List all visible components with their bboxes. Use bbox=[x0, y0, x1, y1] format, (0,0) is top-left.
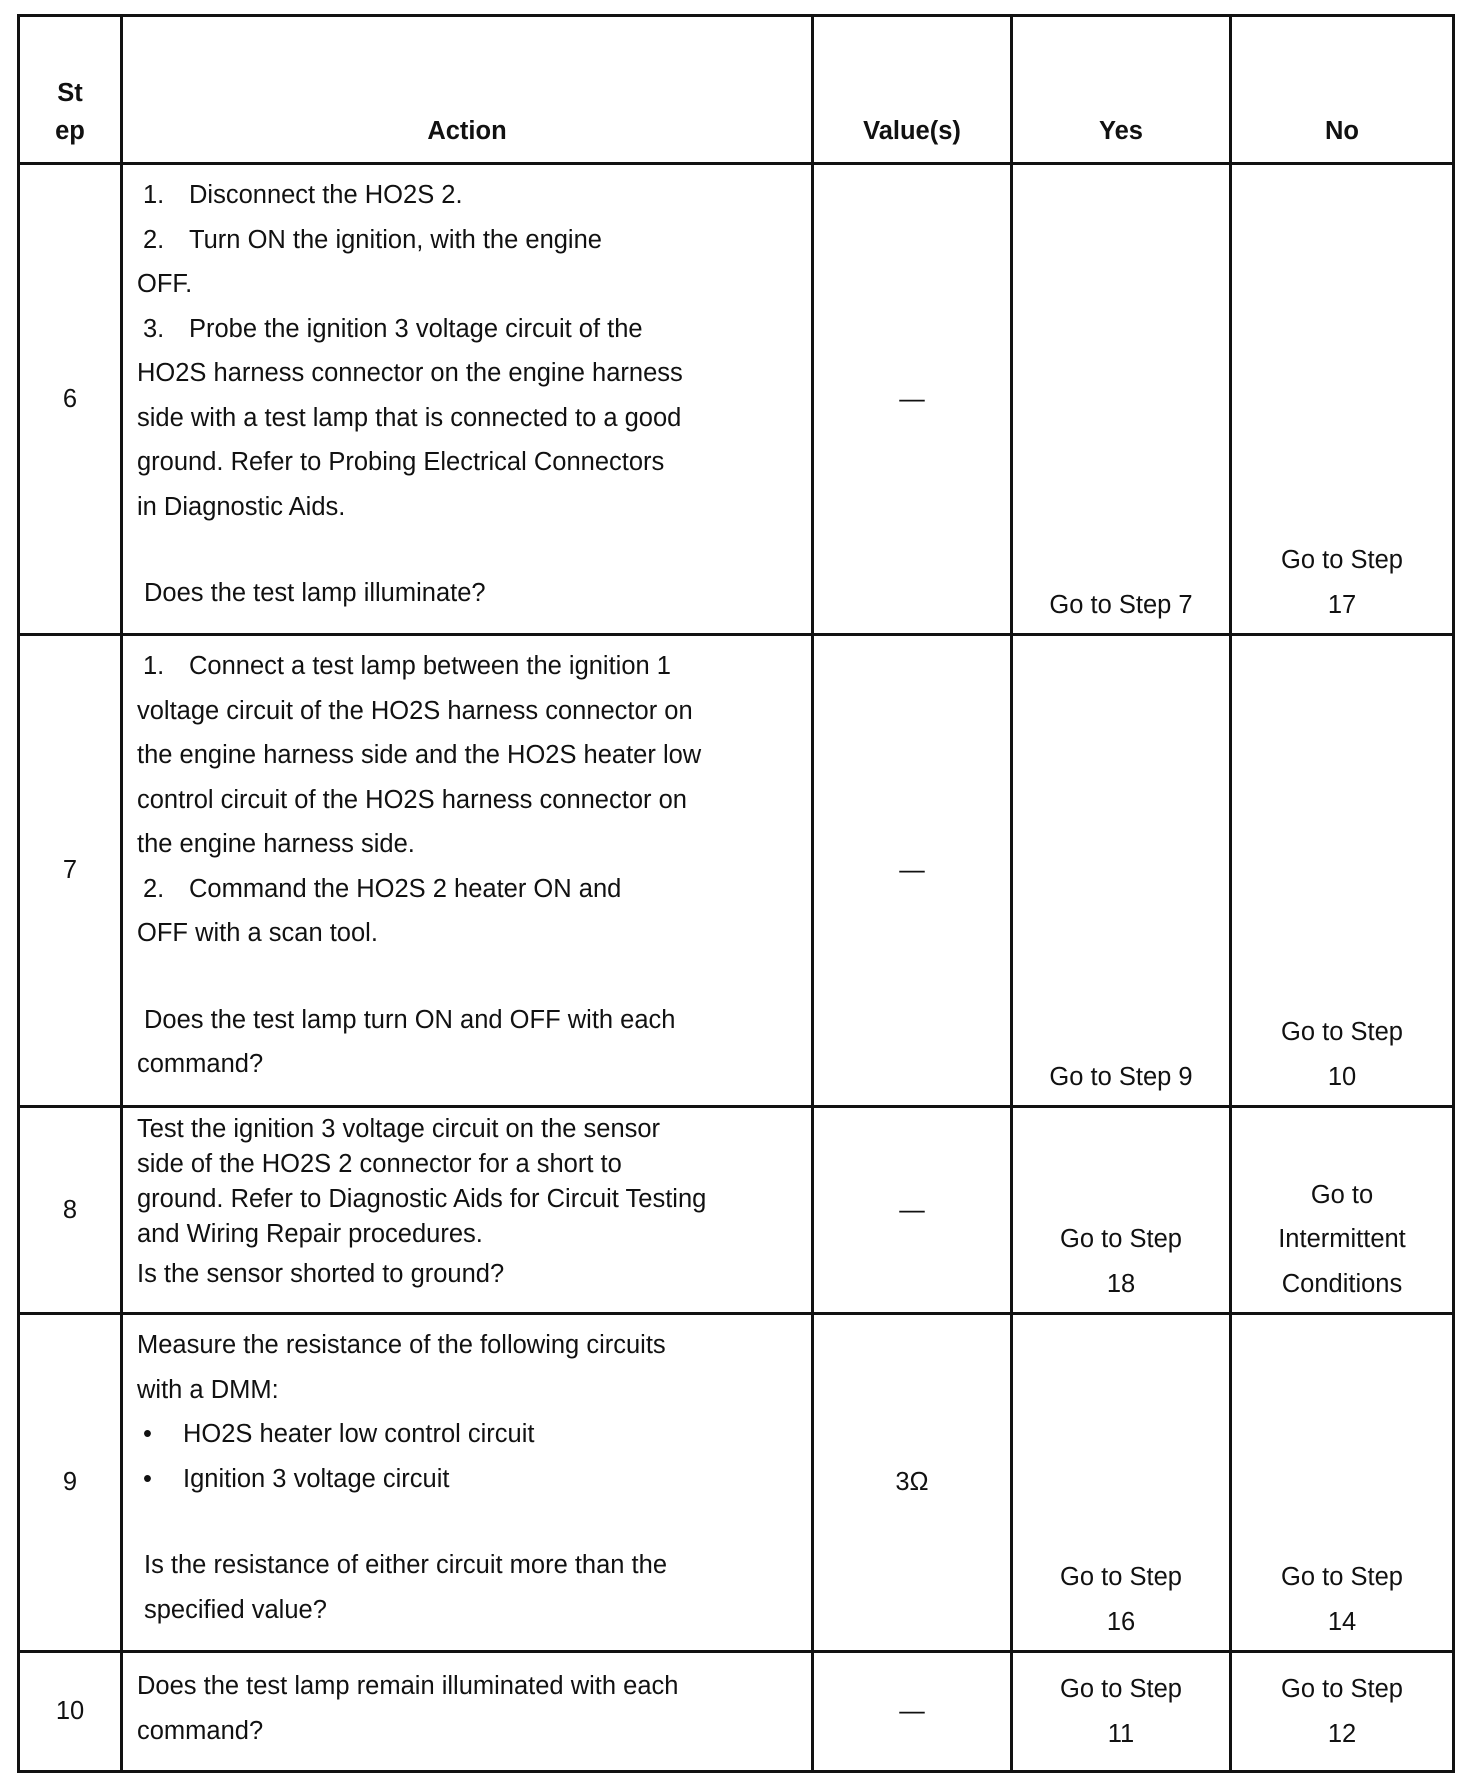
step-item-number: 1. bbox=[143, 652, 165, 680]
no-cell bbox=[1231, 1107, 1454, 1314]
spacer bbox=[137, 956, 801, 998]
step-item-continuation: control circuit of the HO2S harness connector on bbox=[137, 785, 687, 814]
yes-result-line: Go to Step 9 bbox=[1049, 1062, 1193, 1091]
no-cell bbox=[1231, 1652, 1454, 1772]
step-item-continuation: in Diagnostic Aids. bbox=[137, 492, 346, 521]
header-step-line-2: ep bbox=[55, 117, 85, 145]
step-item-continuation: voltage circuit of the HO2S harness connector on bbox=[137, 696, 693, 725]
action-question: specified value? bbox=[144, 1595, 327, 1624]
step-item-number: 3. bbox=[143, 314, 165, 343]
header-values: Value(s) bbox=[813, 16, 1012, 164]
spacer bbox=[137, 1501, 801, 1543]
table-row bbox=[19, 1107, 1454, 1314]
value-cell: — bbox=[813, 1107, 1012, 1314]
yes-result-line: 16 bbox=[1106, 1607, 1136, 1636]
yes-result-line: Go to Step bbox=[1060, 1563, 1182, 1591]
action-question: Is the resistance of either circuit more than the bbox=[144, 1551, 667, 1579]
header-step bbox=[19, 16, 122, 164]
value-cell: — bbox=[813, 1652, 1012, 1772]
no-result-line: Go to Step bbox=[1281, 1563, 1403, 1591]
step-item-continuation: OFF with a scan tool. bbox=[137, 919, 378, 947]
step-item-continuation: ground. Refer to Probing Electrical Connectors bbox=[137, 448, 665, 476]
yes-cell bbox=[1012, 635, 1231, 1107]
table-row bbox=[19, 1652, 1454, 1772]
step-item-continuation: side with a test lamp that is connected to a good bbox=[137, 403, 682, 432]
step-item-text: Turn ON the ignition, with the engine bbox=[189, 225, 602, 254]
value-cell: — bbox=[813, 164, 1012, 635]
action-text-line: Test the ignition 3 voltage circuit on the sensor bbox=[137, 1115, 661, 1143]
step-item-number: 2. bbox=[143, 225, 165, 254]
step-item-text: Disconnect the HO2S 2. bbox=[189, 181, 463, 209]
action-cell bbox=[122, 1652, 813, 1772]
header-action: Action bbox=[122, 16, 813, 164]
bullet-text: Ignition 3 voltage circuit bbox=[183, 1464, 450, 1493]
yes-result-line: Go to Step bbox=[1060, 1225, 1182, 1253]
action-text-line: Does the test lamp remain illuminated with each bbox=[137, 1672, 679, 1700]
no-cell bbox=[1231, 164, 1454, 635]
action-step-item bbox=[137, 218, 801, 263]
header-no: No bbox=[1231, 16, 1454, 164]
step-item-continuation: HO2S harness connector on the engine harness bbox=[137, 359, 683, 387]
value-cell: 3Ω bbox=[813, 1314, 1012, 1652]
header-yes: Yes bbox=[1012, 16, 1231, 164]
step-item-continuation: the engine harness side. bbox=[137, 830, 415, 858]
yes-result-line: Go to Step 7 bbox=[1049, 590, 1193, 619]
no-result-line: 14 bbox=[1327, 1607, 1357, 1636]
action-text-line: and Wiring Repair procedures. bbox=[137, 1220, 483, 1248]
no-result-line: Conditions bbox=[1281, 1269, 1403, 1298]
step-item-text: Probe the ignition 3 voltage circuit of the bbox=[189, 314, 643, 343]
no-result-line: Intermittent bbox=[1278, 1225, 1406, 1253]
bullet-dot: • bbox=[143, 1464, 152, 1493]
yes-result-line: Go to Step bbox=[1060, 1675, 1182, 1703]
bullet-text: HO2S heater low control circuit bbox=[183, 1420, 535, 1448]
action-question: Does the test lamp illuminate? bbox=[144, 579, 486, 607]
action-cell bbox=[122, 1107, 813, 1314]
yes-cell bbox=[1012, 1652, 1231, 1772]
action-cell bbox=[122, 635, 813, 1107]
value-cell: — bbox=[813, 635, 1012, 1107]
step-number: 6 bbox=[19, 164, 122, 635]
action-step-item bbox=[137, 173, 801, 218]
header-row bbox=[19, 16, 1454, 164]
table-row bbox=[19, 164, 1454, 635]
bullet-item bbox=[137, 1457, 801, 1502]
action-step-item bbox=[137, 867, 801, 912]
action-text-line: ground. Refer to Diagnostic Aids for Circuit Testing bbox=[137, 1185, 707, 1213]
no-result-line: Go to Step bbox=[1281, 1675, 1403, 1703]
no-result-line: 12 bbox=[1327, 1719, 1357, 1748]
no-cell bbox=[1231, 1314, 1454, 1652]
action-text-line: with a DMM: bbox=[137, 1375, 279, 1404]
step-number: 10 bbox=[19, 1652, 122, 1772]
no-result-line: Go to Step bbox=[1281, 546, 1403, 574]
bullet-item bbox=[137, 1412, 801, 1457]
spacer bbox=[137, 529, 801, 571]
action-cell bbox=[122, 164, 813, 635]
action-question: command? bbox=[137, 1050, 264, 1078]
action-text-line: Measure the resistance of the following circuits bbox=[137, 1331, 666, 1359]
no-result-line: 10 bbox=[1327, 1062, 1357, 1091]
action-cell bbox=[122, 1314, 813, 1652]
header-step-line-1: St bbox=[57, 79, 83, 107]
action-text-line: side of the HO2S 2 connector for a short to bbox=[137, 1150, 622, 1178]
no-result-line: 17 bbox=[1327, 590, 1357, 619]
no-result-line: Go to Step bbox=[1281, 1018, 1403, 1046]
no-cell bbox=[1231, 635, 1454, 1107]
step-item-text: Connect a test lamp between the ignition 1 bbox=[189, 652, 671, 680]
yes-result-line: 18 bbox=[1106, 1269, 1136, 1298]
step-item-continuation: the engine harness side and the HO2S heater low bbox=[137, 741, 702, 769]
yes-cell bbox=[1012, 1314, 1231, 1652]
bullet-dot: • bbox=[143, 1420, 152, 1448]
yes-result-line: 11 bbox=[1107, 1719, 1135, 1748]
no-result-line: Go to bbox=[1310, 1180, 1374, 1209]
action-step-item bbox=[137, 307, 801, 352]
yes-cell bbox=[1012, 164, 1231, 635]
step-number: 8 bbox=[19, 1107, 122, 1314]
action-text-line: command? bbox=[137, 1716, 264, 1745]
step-item-number: 2. bbox=[143, 874, 165, 903]
action-question: Does the test lamp turn ON and OFF with each bbox=[144, 1005, 676, 1034]
step-item-text: Command the HO2S 2 heater ON and bbox=[189, 874, 622, 903]
step-number: 7 bbox=[19, 635, 122, 1107]
action-question: Is the sensor shorted to ground? bbox=[137, 1260, 505, 1288]
table-row bbox=[19, 1314, 1454, 1652]
yes-cell bbox=[1012, 1107, 1231, 1314]
action-step-item bbox=[137, 644, 801, 689]
step-item-continuation: OFF. bbox=[137, 270, 193, 298]
step-number: 9 bbox=[19, 1314, 122, 1652]
table-row bbox=[19, 635, 1454, 1107]
step-item-number: 1. bbox=[143, 181, 165, 209]
diagnostic-table bbox=[17, 14, 1455, 1773]
